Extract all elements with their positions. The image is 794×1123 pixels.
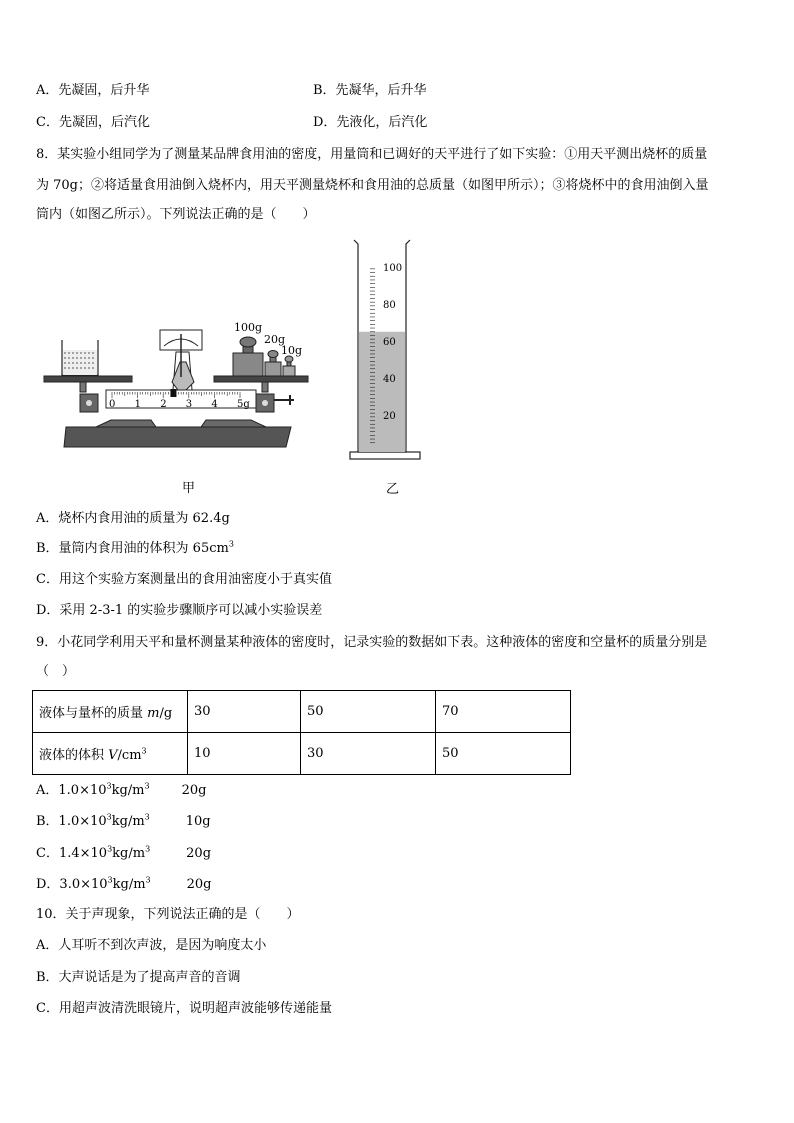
q8-option-b-text: B．量筒内食用油的体积为 65cm xyxy=(36,541,229,556)
table-cell: 10 xyxy=(188,733,301,775)
q8-figure xyxy=(36,232,496,502)
q7-option-d: D．先液化，后汽化 xyxy=(313,115,428,130)
rider xyxy=(170,389,176,397)
table-cell: 30 xyxy=(301,733,436,775)
table-cell: 30 xyxy=(188,691,301,733)
q9-option-a: A．$1.0\times 10^3kg/m^3$ 20g xyxy=(36,781,207,798)
beam-tick-label: 0 xyxy=(109,399,116,410)
q8-stem-line1: 8．某实验小组同学为了测量某品牌食用油的密度，用量筒和已调好的天平进行了如下实验：①用天平测出烧杯的质量 xyxy=(36,147,708,162)
q7-option-a: A．先凝固，后升华 xyxy=(36,83,150,98)
oil-level xyxy=(359,332,405,452)
q9-option-c: C．$1.4\times 10^3kg/m^3$ 20g xyxy=(36,844,212,861)
q8-option-b xyxy=(36,540,234,558)
cylinder-tick-label: 80 xyxy=(383,300,396,311)
table-cell: 70 xyxy=(436,691,571,733)
beam-tick-label: 4 xyxy=(211,399,218,410)
weight-label-20g: 20g xyxy=(264,333,286,346)
weight-label-10g: 10g xyxy=(281,344,303,357)
table-header-volume: 液体的体积 $V/cm^3$ xyxy=(33,733,188,775)
cylinder-tick-label: 40 xyxy=(383,374,396,385)
q8-option-b-sup: 3 xyxy=(228,539,234,549)
q10-option-c: C．用超声波清洗眼镜片，说明超声波能够传递能量 xyxy=(36,1001,332,1016)
q9-stem-line2: （ ） xyxy=(36,664,76,679)
q10-option-a: A．人耳听不到次声波，是因为响度太小 xyxy=(36,938,267,953)
q9-option-b: B．$1.0\times 10^3kg/m^3$ 10g xyxy=(36,812,211,829)
cylinder-tick-label: 100 xyxy=(383,263,403,274)
beam-tick-label: 2 xyxy=(160,399,167,410)
q8-stem-line3: 筒内（如图乙所示）。下列说法正确的是（ ） xyxy=(36,207,316,222)
table-cell: 50 xyxy=(436,733,571,775)
table-cell: 50 xyxy=(301,691,436,733)
rider-marker xyxy=(170,389,176,397)
q10-stem: 10．关于声现象，下列说法正确的是（ ） xyxy=(36,907,300,922)
q8-option-d: D．采用 2-3-1 的实验步骤顺序可以减小实验误差 xyxy=(36,603,323,618)
q8-stem-line2: 为 70g；②将适量食用油倒入烧杯内，用天平测量烧杯和食用油的总质量（如图甲所示）；③将烧杯中的食用油倒入量 xyxy=(36,178,709,193)
beam-tick-label: 1 xyxy=(134,399,141,410)
table-row xyxy=(33,733,571,775)
q8-option-a: A．烧杯内食用油的质量为 62.4g xyxy=(36,511,230,526)
table-header-mass: 液体与量杯的质量 m/g xyxy=(33,691,188,733)
beam-tick-label: 5g xyxy=(237,399,250,410)
figure-label-jia: 甲 xyxy=(182,481,196,496)
balance xyxy=(44,330,308,447)
q9-data-table xyxy=(32,690,571,775)
weight-label-100g: 100g xyxy=(234,321,263,334)
q8-option-c: C．用这个实验方案测量出的食用油密度小于真实值 xyxy=(36,572,332,587)
figure-label-yi: 乙 xyxy=(386,482,400,497)
cylinder-tick-label: 60 xyxy=(383,337,396,348)
q7-option-c: C．先凝固，后汽化 xyxy=(36,115,150,130)
q10-option-b: B．大声说话是为了提高声音的音调 xyxy=(36,970,241,985)
q9-option-d: D．$3.0\times 10^3kg/m^3$ 20g xyxy=(36,875,212,892)
q7-option-b: B．先凝华，后升华 xyxy=(313,83,427,98)
beam-tick-label: 3 xyxy=(185,399,193,410)
q9-stem-line1: 9．小花同学利用天平和量杯测量某种液体的密度时，记录实验的数据如下表。这种液体的密度和空量杯的质量分别是 xyxy=(36,635,708,650)
table-row xyxy=(33,691,571,733)
cylinder-tick-label: 20 xyxy=(383,411,396,422)
